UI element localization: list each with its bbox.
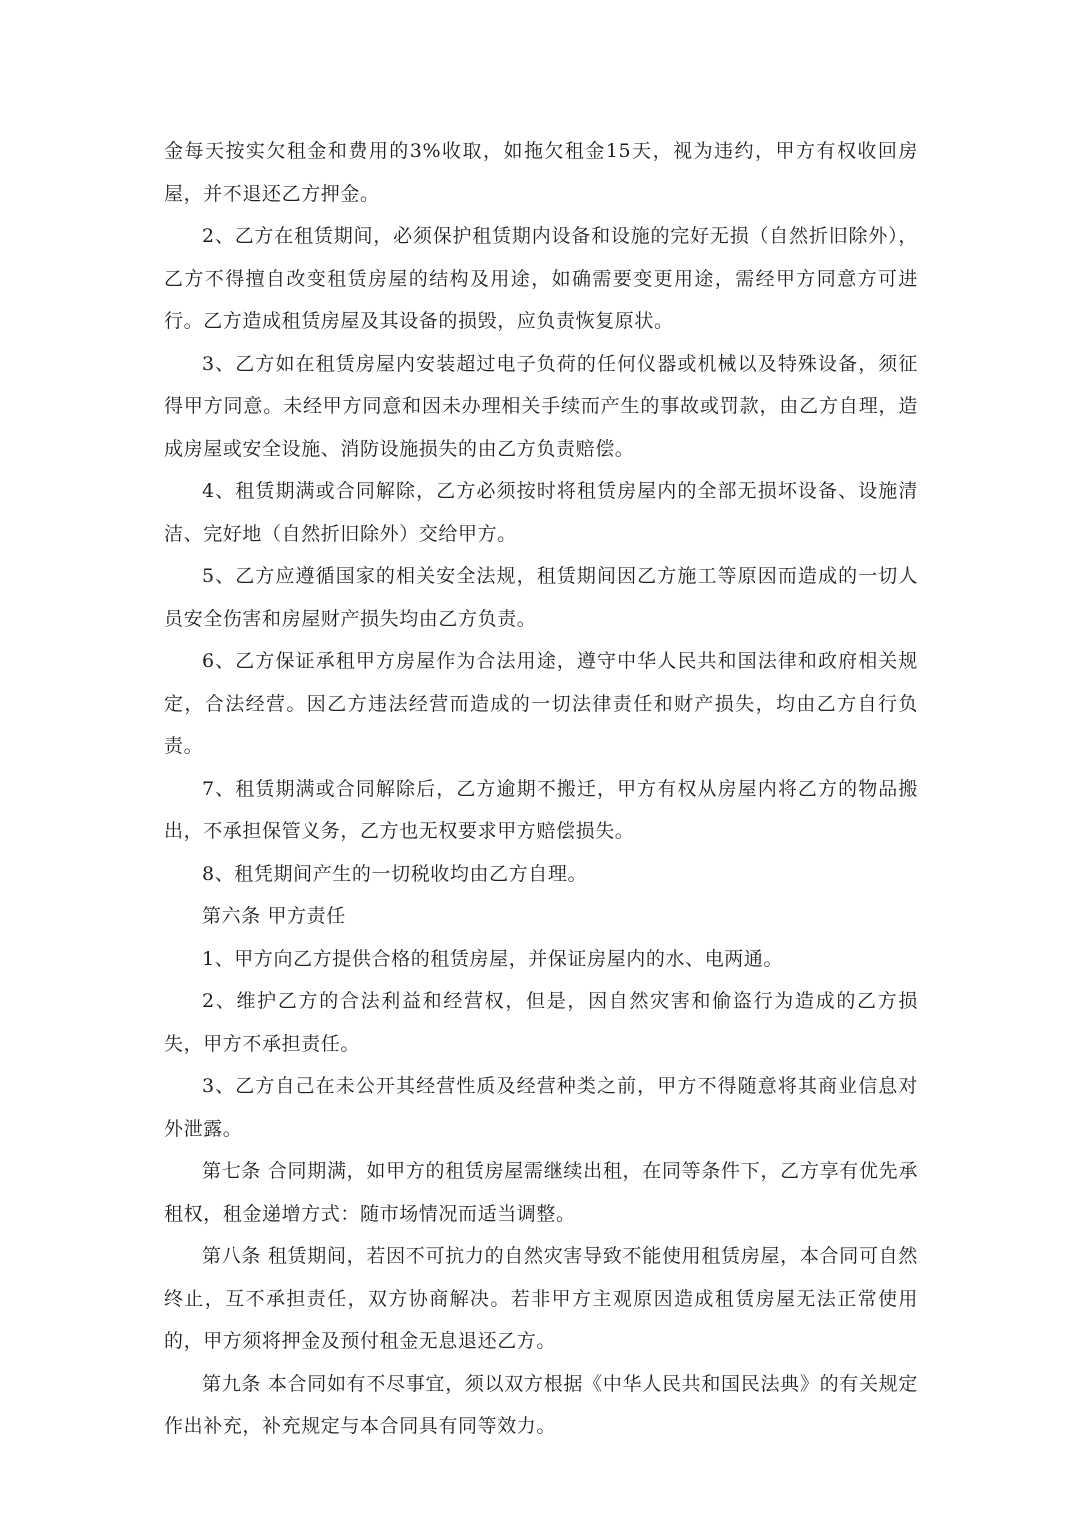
paragraph-article-9: 第九条 本合同如有不尽事宜，须以双方根据《中华人民共和国民法典》的有关规定作出补充，补充规定与本合同具有同等效力。 [164, 1372, 918, 1437]
section-heading-article-6: 第六条 甲方责任 [202, 905, 346, 927]
paragraph-article-6-item-1: 1、甲方向乙方提供合格的租赁房屋，并保证房屋内的水、电两通。 [202, 947, 784, 970]
paragraph-clause-2: 2、乙方在租赁期间，必须保护租赁期内设备和设施的完好无损（自然折旧除外），乙方不得擅自改变租赁房屋的结构及用途，如确需要变更用途，需经甲方同意方可进行。乙方造成租赁房屋及其设备的损毁，应负责恢复原状。 [164, 225, 918, 332]
paragraph-clause-5: 5、乙方应遵循国家的相关安全法规，租赁期间因乙方施工等原因而造成的一切人员安全伤害和房屋财产损失均由乙方负责。 [164, 565, 918, 630]
paragraph-clause-8: 8、租凭期间产生的一切税收均由乙方自理。 [202, 862, 588, 885]
paragraph-penalty-continued: 金每天按实欠租金和费用的3%收取，如拖欠租金15天，视为违约，甲方有权收回房屋，并不退还乙方押金。 [164, 140, 918, 205]
paragraph-clause-7: 7、租赁期满或合同解除后，乙方逾期不搬迁，甲方有权从房屋内将乙方的物品搬出，不承担保管义务，乙方也无权要求甲方赔偿损失。 [164, 777, 918, 842]
contract-text [164, 130, 918, 1448]
paragraph-article-6-item-3: 3、乙方自己在未公开其经营性质及经营种类之前，甲方不得随意将其商业信息对外泄露。 [164, 1075, 918, 1140]
paragraph-clause-4: 4、租赁期满或合同解除，乙方必须按时将租赁房屋内的全部无损坏设备、设施清洁、完好地（自然折旧除外）交给甲方。 [164, 480, 918, 545]
paragraph-clause-6: 6、乙方保证承租甲方房屋作为合法用途，遵守中华人民共和国法律和政府相关规定，合法经营。因乙方违法经营而造成的一切法律责任和财产损失，均由乙方自行负责。 [164, 650, 918, 757]
paragraph-article-7: 第七条 合同期满，如甲方的租赁房屋需继续出租，在同等条件下，乙方享有优先承租权，租金递增方式：随市场情况而适当调整。 [164, 1160, 918, 1225]
paragraph-clause-3: 3、乙方如在租赁房屋内安装超过电子负荷的任何仪器或机械以及特殊设备，须征得甲方同意。未经甲方同意和因未办理相关手续而产生的事故或罚款，由乙方自理，造成房屋或安全设施、消防设施损失的由乙方负责赔偿。 [164, 352, 918, 460]
paragraph-article-8: 第八条 租赁期间，若因不可抗力的自然灾害导致不能使用租赁房屋，本合同可自然终止，互不承担责任，双方协商解决。若非甲方主观原因造成租赁房屋无法正常使用的，甲方须将押金及预付租金无息退还乙方。 [164, 1245, 918, 1352]
paragraph-article-6-item-2: 2、维护乙方的合法利益和经营权，但是，因自然灾害和偷盗行为造成的乙方损失，甲方不承担责任。 [164, 990, 918, 1055]
